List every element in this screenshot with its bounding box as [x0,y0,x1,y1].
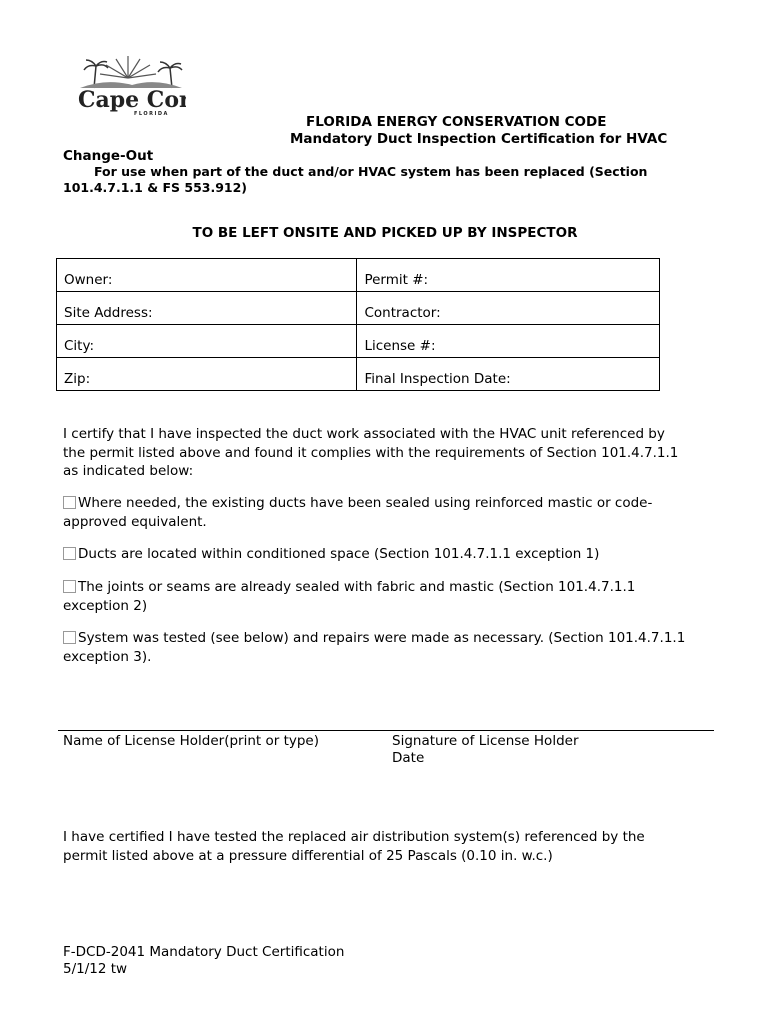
option-4-line-1: System was tested (see below) and repairs were made as necessary. (Section 101.4.7.1.1 [78,630,686,646]
signature-block [392,733,579,767]
header-sub-2: 101.4.7.1.1 & FS 553.912) [63,180,248,195]
option-item [63,494,723,531]
cape-coral-logo [76,52,186,118]
permit-number-field[interactable]: Permit #: [357,259,660,292]
site-address-field[interactable]: Site Address: [57,292,357,325]
contractor-field[interactable]: Contractor: [357,292,660,325]
option-2-checkbox[interactable] [63,547,76,560]
table-row [57,292,660,325]
final-inspection-date-field[interactable]: Final Inspection Date: [357,358,660,391]
city-field[interactable]: City: [57,325,357,358]
footer-date: 5/1/12 tw [63,961,128,977]
option-3-line-1: The joints or seams are already sealed with fabric and mastic (Section 101.4.7.1.1 [78,579,636,595]
option-4-checkbox[interactable] [63,631,76,644]
option-item [63,578,723,615]
permit-info-table [56,258,660,391]
option-4-line-2: exception 3). [63,648,152,665]
certify-line-3: as indicated below: [63,463,194,479]
option-1-checkbox[interactable] [63,496,76,509]
form-footer [63,944,344,978]
certify-paragraph [63,425,723,481]
header-line-1: FLORIDA ENERGY CONSERVATION CODE [306,114,607,130]
header-sub-1: For use when part of the duct and/or HVAC system has been replaced (Section [94,164,648,179]
zip-field[interactable]: Zip: [57,358,357,391]
tested-line-1: I have certified I have tested the replaced air distribution system(s) referenced by the [63,829,645,845]
option-item [63,545,723,564]
tested-paragraph [63,828,723,865]
signature-label: Signature of License Holder [392,733,579,749]
certify-line-1: I certify that I have inspected the duct work associated with the HVAC unit referenced by [63,426,665,442]
option-3-checkbox[interactable] [63,580,76,593]
option-item [63,629,723,666]
license-number-field[interactable]: License #: [357,325,660,358]
table-row [57,259,660,292]
owner-field[interactable]: Owner: [57,259,357,292]
license-holder-name-label: Name of License Holder(print or type) [63,733,319,749]
option-2-line-1: Ducts are located within conditioned space (Section 101.4.7.1.1 exception 1) [78,546,600,562]
certify-line-2: the permit listed above and found it complies with the requirements of Section 101.4.7.1.1 [63,444,679,461]
footer-form-id: F-DCD-2041 Mandatory Duct Certification [63,944,345,960]
option-1-line-1: Where needed, the existing ducts have been sealed using reinforced mastic or code- [78,495,653,511]
logo-text: Cape Cor [78,87,186,113]
header-line-3: Change-Out [63,148,154,164]
onsite-notice: TO BE LEFT ONSITE AND PICKED UP BY INSPECTOR [192,225,578,241]
option-1-line-2: approved equivalent. [63,513,207,530]
tested-line-2: permit listed above at a pressure differential of 25 Pascals (0.10 in. w.c.) [63,847,553,864]
table-row [57,325,660,358]
date-label: Date [392,750,425,766]
logo-subtext: FLORIDA [134,111,169,117]
option-3-line-2: exception 2) [63,597,148,614]
signature-line[interactable] [58,730,714,731]
table-row [57,358,660,391]
header-line-2: Mandatory Duct Inspection Certification for HVAC [290,131,668,147]
